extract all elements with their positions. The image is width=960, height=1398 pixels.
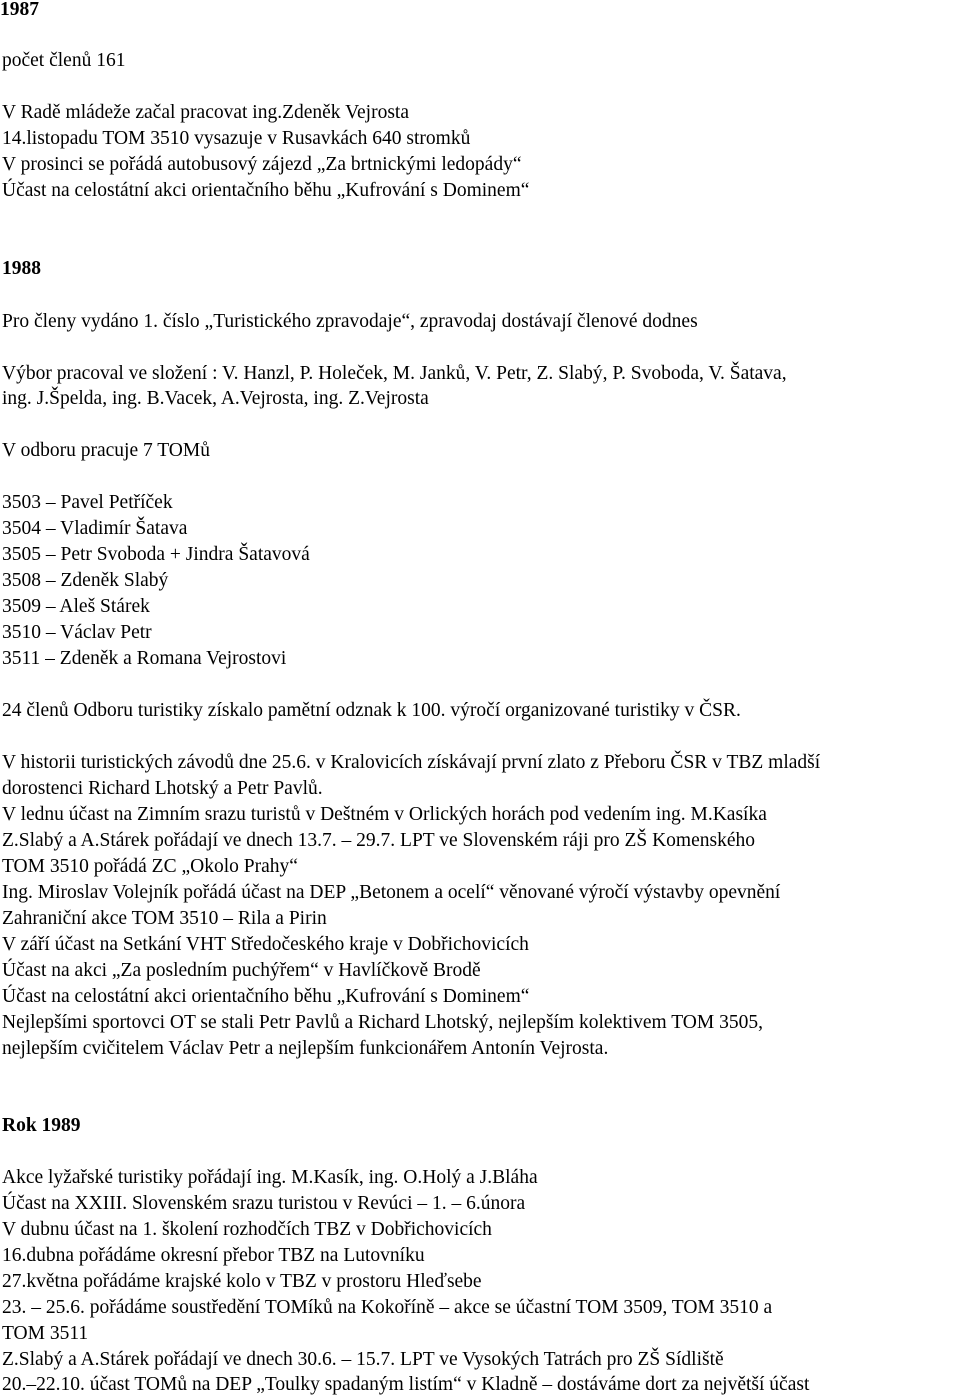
tom-item: 3511 – Zdeněk a Romana Vejrostovi <box>2 648 287 669</box>
event-1988: Z.Slabý a A.Stárek pořádají ve dnech 13.7. – 29.7. LPT ve Slovenském ráji pro ZŠ Komenského <box>2 830 755 851</box>
tom-item: 3504 – Vladimír Šatava <box>2 518 188 539</box>
event-1989: Účast na XXIII. Slovenském srazu turistou v Revúci – 1. – 6.února <box>2 1193 526 1214</box>
committee-line-1: Výbor pracoval ve složení : V. Hanzl, P. Holeček, M. Janků, V. Petr, Z. Slabý, P. Svoboda, V. Šatava, <box>2 363 787 384</box>
bulletin-1988: Pro členy vydáno 1. číslo „Turistického zpravodaje“, zpravodaj dostávají členové dodnes <box>2 311 698 332</box>
event-1988: TOM 3510 pořádá ZC „Okolo Prahy“ <box>2 856 298 877</box>
event-1989: 16.dubna pořádáme okresní přebor TBZ na Lutovníku <box>2 1245 425 1266</box>
committee-line-2: ing. J.Špelda, ing. B.Vacek, A.Vejrosta, ing. Z.Vejrosta <box>2 388 429 409</box>
event-1988: Nejlepšími sportovci OT se stali Petr Pavlů a Richard Lhotský, nejlepším kolektivem TOM 3505, <box>2 1012 763 1033</box>
event-1987-4: Účast na celostátní akci orientačního běhu „Kufrování s Dominem“ <box>2 180 530 201</box>
heading-1987: 1987 <box>0 0 39 20</box>
members-count-1987: počet členů 161 <box>2 50 126 71</box>
event-1988: Zahraniční akce TOM 3510 – Rila a Pirin <box>2 908 327 929</box>
event-1989: 20.–22.10. účast TOMů na DEP „Toulky spadaným listím“ v Kladně – dostáváme dort za největší účast <box>2 1374 810 1395</box>
event-1989: V dubnu účast na 1. školení rozhodčích TBZ v Dobřichovicích <box>2 1219 492 1240</box>
tom-item: 3510 – Václav Petr <box>2 622 152 643</box>
event-1988: V září účast na Setkání VHT Středočeského kraje v Dobřichovicích <box>2 934 529 955</box>
heading-1989: Rok 1989 <box>2 1115 81 1136</box>
event-1988: V historii turistických závodů dne 25.6. v Kralovicích získávají první zlato z Přeboru ČSR v TBZ mladší <box>2 752 821 773</box>
event-1988: Účast na akci „Za posledním puchýřem“ v Havlíčkově Brodě <box>2 960 481 981</box>
tom-item: 3509 – Aleš Stárek <box>2 596 150 617</box>
event-1989: 27.května pořádáme krajské kolo v TBZ v prostoru Hleďsebe <box>2 1271 482 1292</box>
event-1989: TOM 3511 <box>2 1323 89 1344</box>
heading-1988: 1988 <box>2 258 41 279</box>
event-1988: V lednu účast na Zimním srazu turistů v Deštném v Orlických horách pod vedením ing. M.Kasíka <box>2 804 767 825</box>
tom-item: 3508 – Zdeněk Slabý <box>2 570 169 591</box>
event-1987-1: V Radě mládeže začal pracovat ing.Zdeněk Vejrosta <box>2 102 409 123</box>
event-1988: dorostenci Richard Lhotský a Petr Pavlů. <box>2 778 323 799</box>
event-1988: Účast na celostátní akci orientačního běhu „Kufrování s Dominem“ <box>2 986 530 1007</box>
event-1989: Z.Slabý a A.Stárek pořádají ve dnech 30.6. – 15.7. LPT ve Vysokých Tatrách pro ZŠ Sídliště <box>2 1349 724 1370</box>
event-1988: Ing. Miroslav Volejník pořádá účast na DEP „Betonem a ocelí“ věnované výročí výstavby opevnění <box>2 882 781 903</box>
event-1989: 23. – 25.6. pořádáme soustředění TOMíků na Kokoříně – akce se účastní TOM 3509, TOM 3510 a <box>2 1297 773 1318</box>
tom-intro: V odboru pracuje 7 TOMů <box>2 440 210 461</box>
event-1987-2: 14.listopadu TOM 3510 vysazuje v Rusavkách 640 stromků <box>2 128 471 149</box>
event-1987-3: V prosinci se pořádá autobusový zájezd „Za brtnickými ledopády“ <box>2 154 522 175</box>
tom-item: 3505 – Petr Svoboda + Jindra Šatavová <box>2 544 310 565</box>
tom-item: 3503 – Pavel Petříček <box>2 492 173 513</box>
event-1988: nejlepším cvičitelem Václav Petr a nejlepším funkcionářem Antonín Vejrosta. <box>2 1038 609 1059</box>
event-1989: Akce lyžařské turistiky pořádají ing. M.Kasík, ing. O.Holý a J.Bláha <box>2 1167 538 1188</box>
badge-award: 24 členů Odboru turistiky získalo pamětní odznak k 100. výročí organizované turistiky v ČSR. <box>2 700 741 721</box>
